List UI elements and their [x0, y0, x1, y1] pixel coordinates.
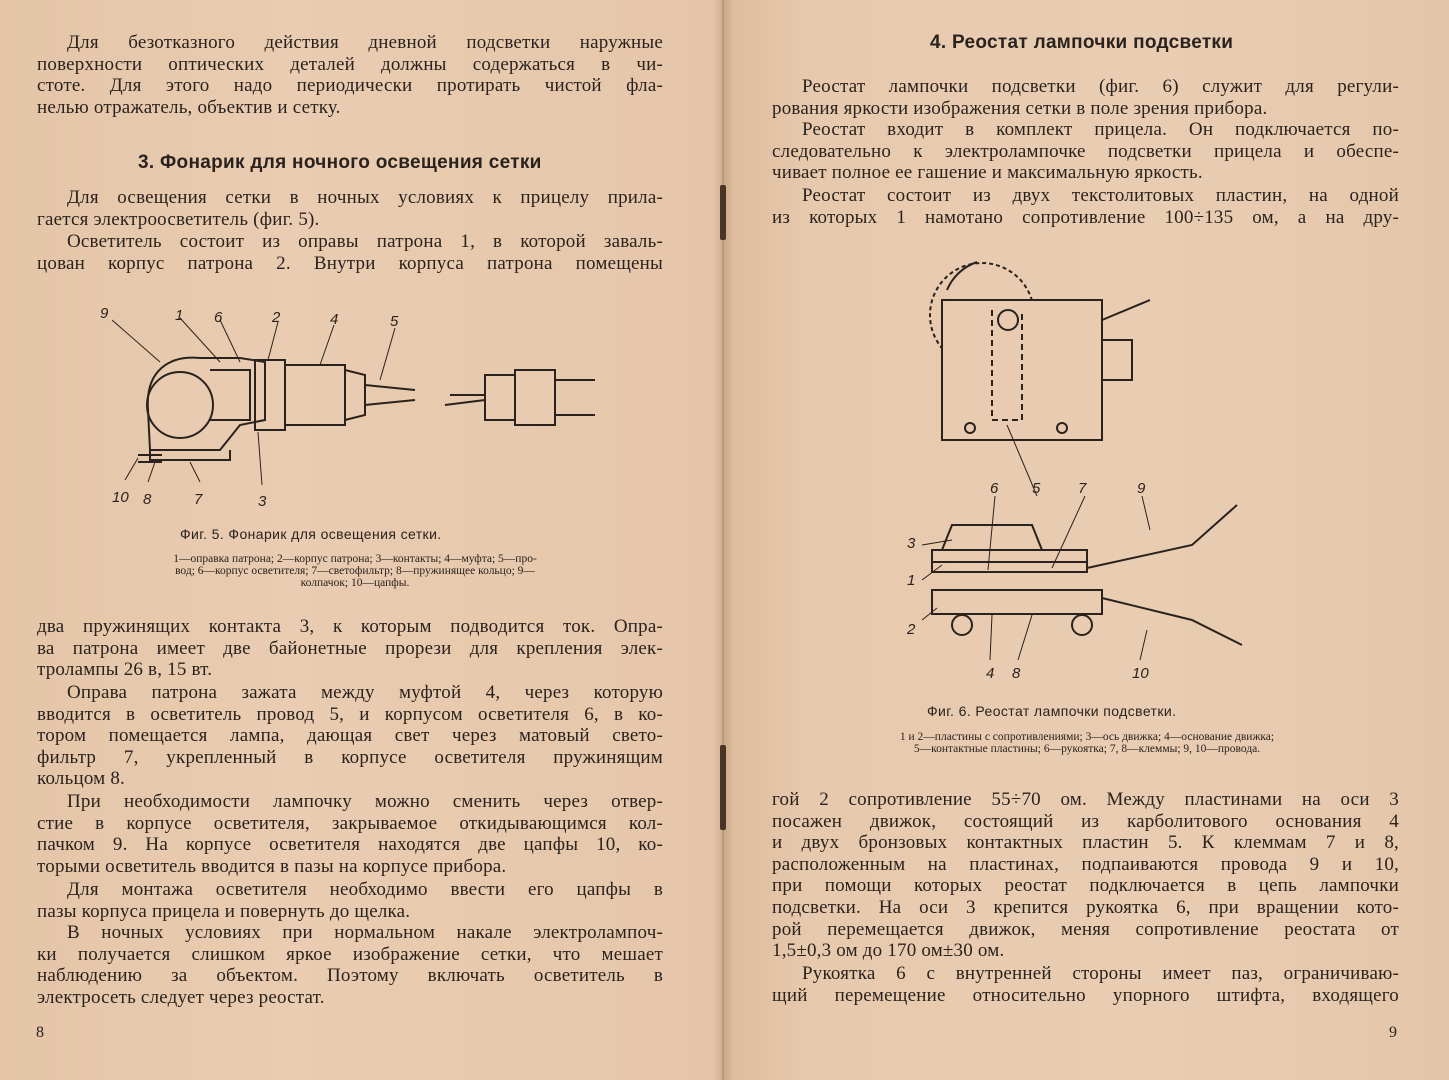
text-line: ва патрона имеет две байонетные прорези для крепления элек- — [37, 637, 663, 659]
figure-6-label-10: 10 — [1132, 665, 1149, 682]
text-line: Для освещения сетки в ночных условиях к прицелу прила- — [67, 187, 663, 208]
text-line: щий перемещение относительно упорного штифта, входящего — [772, 984, 1399, 1006]
section-4-heading: 4. Реостат лампочки подсветки — [930, 32, 1234, 53]
staple-bottom — [720, 745, 726, 830]
paragraph — [37, 616, 663, 681]
figure-6-label-9: 9 — [1137, 480, 1146, 497]
figure-5-label-7: 7 — [194, 491, 203, 508]
paragraph — [37, 879, 663, 922]
text-line: тором помещается лампа, дающая свет через матовый свето- — [37, 725, 663, 747]
figure-6-label-7: 7 — [1078, 480, 1087, 497]
text-line: Для безотказного действия дневной подсветки наружные — [67, 32, 663, 53]
text-line: Реостат лампочки подсветки (фиг. 6) служит для регули- — [802, 76, 1399, 97]
staple-top — [720, 185, 726, 240]
figure-5-caption: Фиг. 5. Фонарик для освещения сетки. — [180, 526, 442, 542]
book-spine — [712, 0, 734, 1080]
intro-paragraph — [37, 32, 663, 118]
left-page — [0, 0, 722, 1080]
figure-6-rheostat-drawing — [892, 250, 1312, 690]
figure-6-label-3: 3 — [907, 535, 916, 552]
figure-5-label-4: 4 — [330, 311, 339, 328]
text-line: стие в корпусе осветителя, закрываемое откидывающимся кол- — [37, 812, 663, 834]
text-line: фильтр 7, укрепленный в корпусе осветителя пружинящим — [37, 746, 663, 768]
legend-line: 1—оправка патрона; 2—корпус патрона; 3—контакты; 4—муфта; 5—про- — [173, 553, 537, 565]
figure-5-label-8: 8 — [143, 491, 152, 508]
figure-5-label-6: 6 — [214, 309, 223, 326]
text-line: Рукоятка 6 с внутренней стороны имеет паз, ограничиваю- — [802, 963, 1399, 984]
figure-5-label-5: 5 — [390, 313, 399, 330]
figure-6-legend — [777, 731, 1397, 755]
figure-6-label-5: 5 — [1032, 480, 1041, 497]
text-line: гой 2 сопротивление 55÷70 ом. Между пластинами на оси 3 — [772, 789, 1399, 810]
text-line: электросеть следует через реостат. — [37, 986, 325, 1008]
paragraph — [37, 231, 663, 274]
paragraph — [37, 682, 663, 790]
figure-5-legend — [80, 553, 630, 589]
figure-6-label-6: 6 — [990, 480, 999, 497]
paragraph — [37, 791, 663, 877]
paragraph — [37, 187, 663, 230]
text-line: при помощи которых реостат подключается в цепь лампочки — [772, 875, 1399, 897]
text-line: посажен движок, состоящий из карболитового основания 4 — [772, 810, 1399, 832]
text-line: гается электроосветитель (фиг. 5). — [37, 208, 320, 230]
legend-line: 5—контактные пластины; 6—рукоятка; 7, 8—клеммы; 9, 10—провода. — [913, 743, 1261, 755]
text-line: тролампы 26 в, 15 вт. — [37, 659, 213, 681]
text-line: стоте. Для этого надо периодически протирать чистой фла- — [37, 75, 663, 97]
paragraph — [772, 76, 1399, 119]
right-page — [722, 0, 1449, 1080]
text-line: Реостат состоит из двух текстолитовых пластин, на одной — [802, 185, 1399, 206]
text-line: цован корпус патрона 2. Внутри корпуса патрона помещены — [37, 252, 663, 274]
paragraph — [772, 789, 1399, 962]
section-3-heading: 3. Фонарик для ночного освещения сетки — [138, 152, 542, 173]
text-line: В ночных условиях при нормальном накале электролампоч- — [67, 922, 663, 943]
text-line: Для монтажа осветителя необходимо ввести его цапфы в — [67, 879, 663, 900]
legend-line: колпачок; 10—цапфы. — [300, 577, 410, 589]
text-line: пачком 9. На корпусе осветителя находятся две цапфы 10, ко- — [37, 834, 663, 856]
legend-line: вод; 6—корпус осветителя; 7—светофильтр; 8—пружинящее кольцо; 9— — [175, 565, 535, 577]
legend-line: 1 и 2—пластины с сопротивлениями; 3—ось движка; 4—основание движка; — [899, 731, 1275, 743]
text-line: вводится в осветитель провод 5, и корпусом осветителя 6, в ко- — [37, 703, 663, 725]
text-line: поверхности оптических деталей должны содержаться в чи- — [37, 53, 663, 75]
text-line: торыми осветитель вводится в пазы на корпусе прибора. — [37, 855, 507, 877]
text-line: рой перемещается движок, меняя сопротивление реостата от — [772, 918, 1399, 940]
text-line: пазы корпуса прицела и повернуть до щелка. — [37, 900, 411, 922]
text-line: наблюдению за объектом. Поэтому включать осветитель в — [37, 965, 663, 987]
page-number-left: 8 — [36, 1024, 44, 1041]
text-line: ки получается слишком яркое изображение сетки, что мешает — [37, 943, 663, 965]
text-line: из которых 1 намотано сопротивление 100÷135 ом, а на дру- — [772, 206, 1399, 228]
text-line: Реостат входит в комплект прицела. Он подключается по- — [802, 119, 1399, 140]
figure-6-label-1: 1 — [907, 572, 916, 589]
figure-5-label-1: 1 — [175, 307, 184, 324]
text-line: подсветки. На оси 3 крепится рукоятка 6, при вращении кото- — [772, 896, 1399, 918]
text-line: нелью отражатель, объектив и сетку. — [37, 96, 341, 118]
paragraph — [772, 185, 1399, 228]
paragraph — [772, 963, 1399, 1006]
text-line: рования яркости изображения сетки в поле зрения прибора. — [772, 97, 1268, 119]
text-line: Осветитель состоит из оправы патрона 1, в которой заваль- — [67, 231, 663, 252]
paragraph — [772, 119, 1399, 184]
text-line: расположенным на пластинах, подпаиваются провода 9 и 10, — [772, 853, 1399, 875]
figure-5-flashlight-drawing — [90, 300, 620, 515]
text-line: Оправа патрона зажата между муфтой 4, через которую — [67, 682, 663, 703]
figure-6-label-8: 8 — [1012, 665, 1021, 682]
text-line: два пружинящих контакта 3, к которым подводится ток. Опра- — [37, 616, 663, 637]
figure-6-caption: Фиг. 6. Реостат лампочки подсветки. — [927, 703, 1177, 719]
figure-6-label-4: 4 — [986, 665, 995, 682]
figure-5-label-2: 2 — [272, 309, 281, 326]
page-number-right: 9 — [1389, 1024, 1397, 1041]
text-line: 1,5±0,3 ом до 170 ом±30 ом. — [772, 940, 1005, 962]
text-line: следовательно к электролампочке подсветки прицела и обеспе- — [772, 140, 1399, 162]
figure-5-label-9: 9 — [100, 305, 109, 322]
figure-6-label-2: 2 — [907, 621, 916, 638]
text-line: кольцом 8. — [37, 768, 125, 790]
text-line: При необходимости лампочку можно сменить через отвер- — [67, 791, 663, 812]
paragraph — [37, 922, 663, 1008]
figure-5-label-10: 10 — [112, 489, 129, 506]
text-line: и двух бронзовых контактных пластин 5. К клеммам 7 и 8, — [772, 832, 1399, 854]
figure-5-label-3: 3 — [258, 493, 267, 510]
text-line: чивает полное ее гашение и максимальную яркость. — [772, 162, 1203, 184]
